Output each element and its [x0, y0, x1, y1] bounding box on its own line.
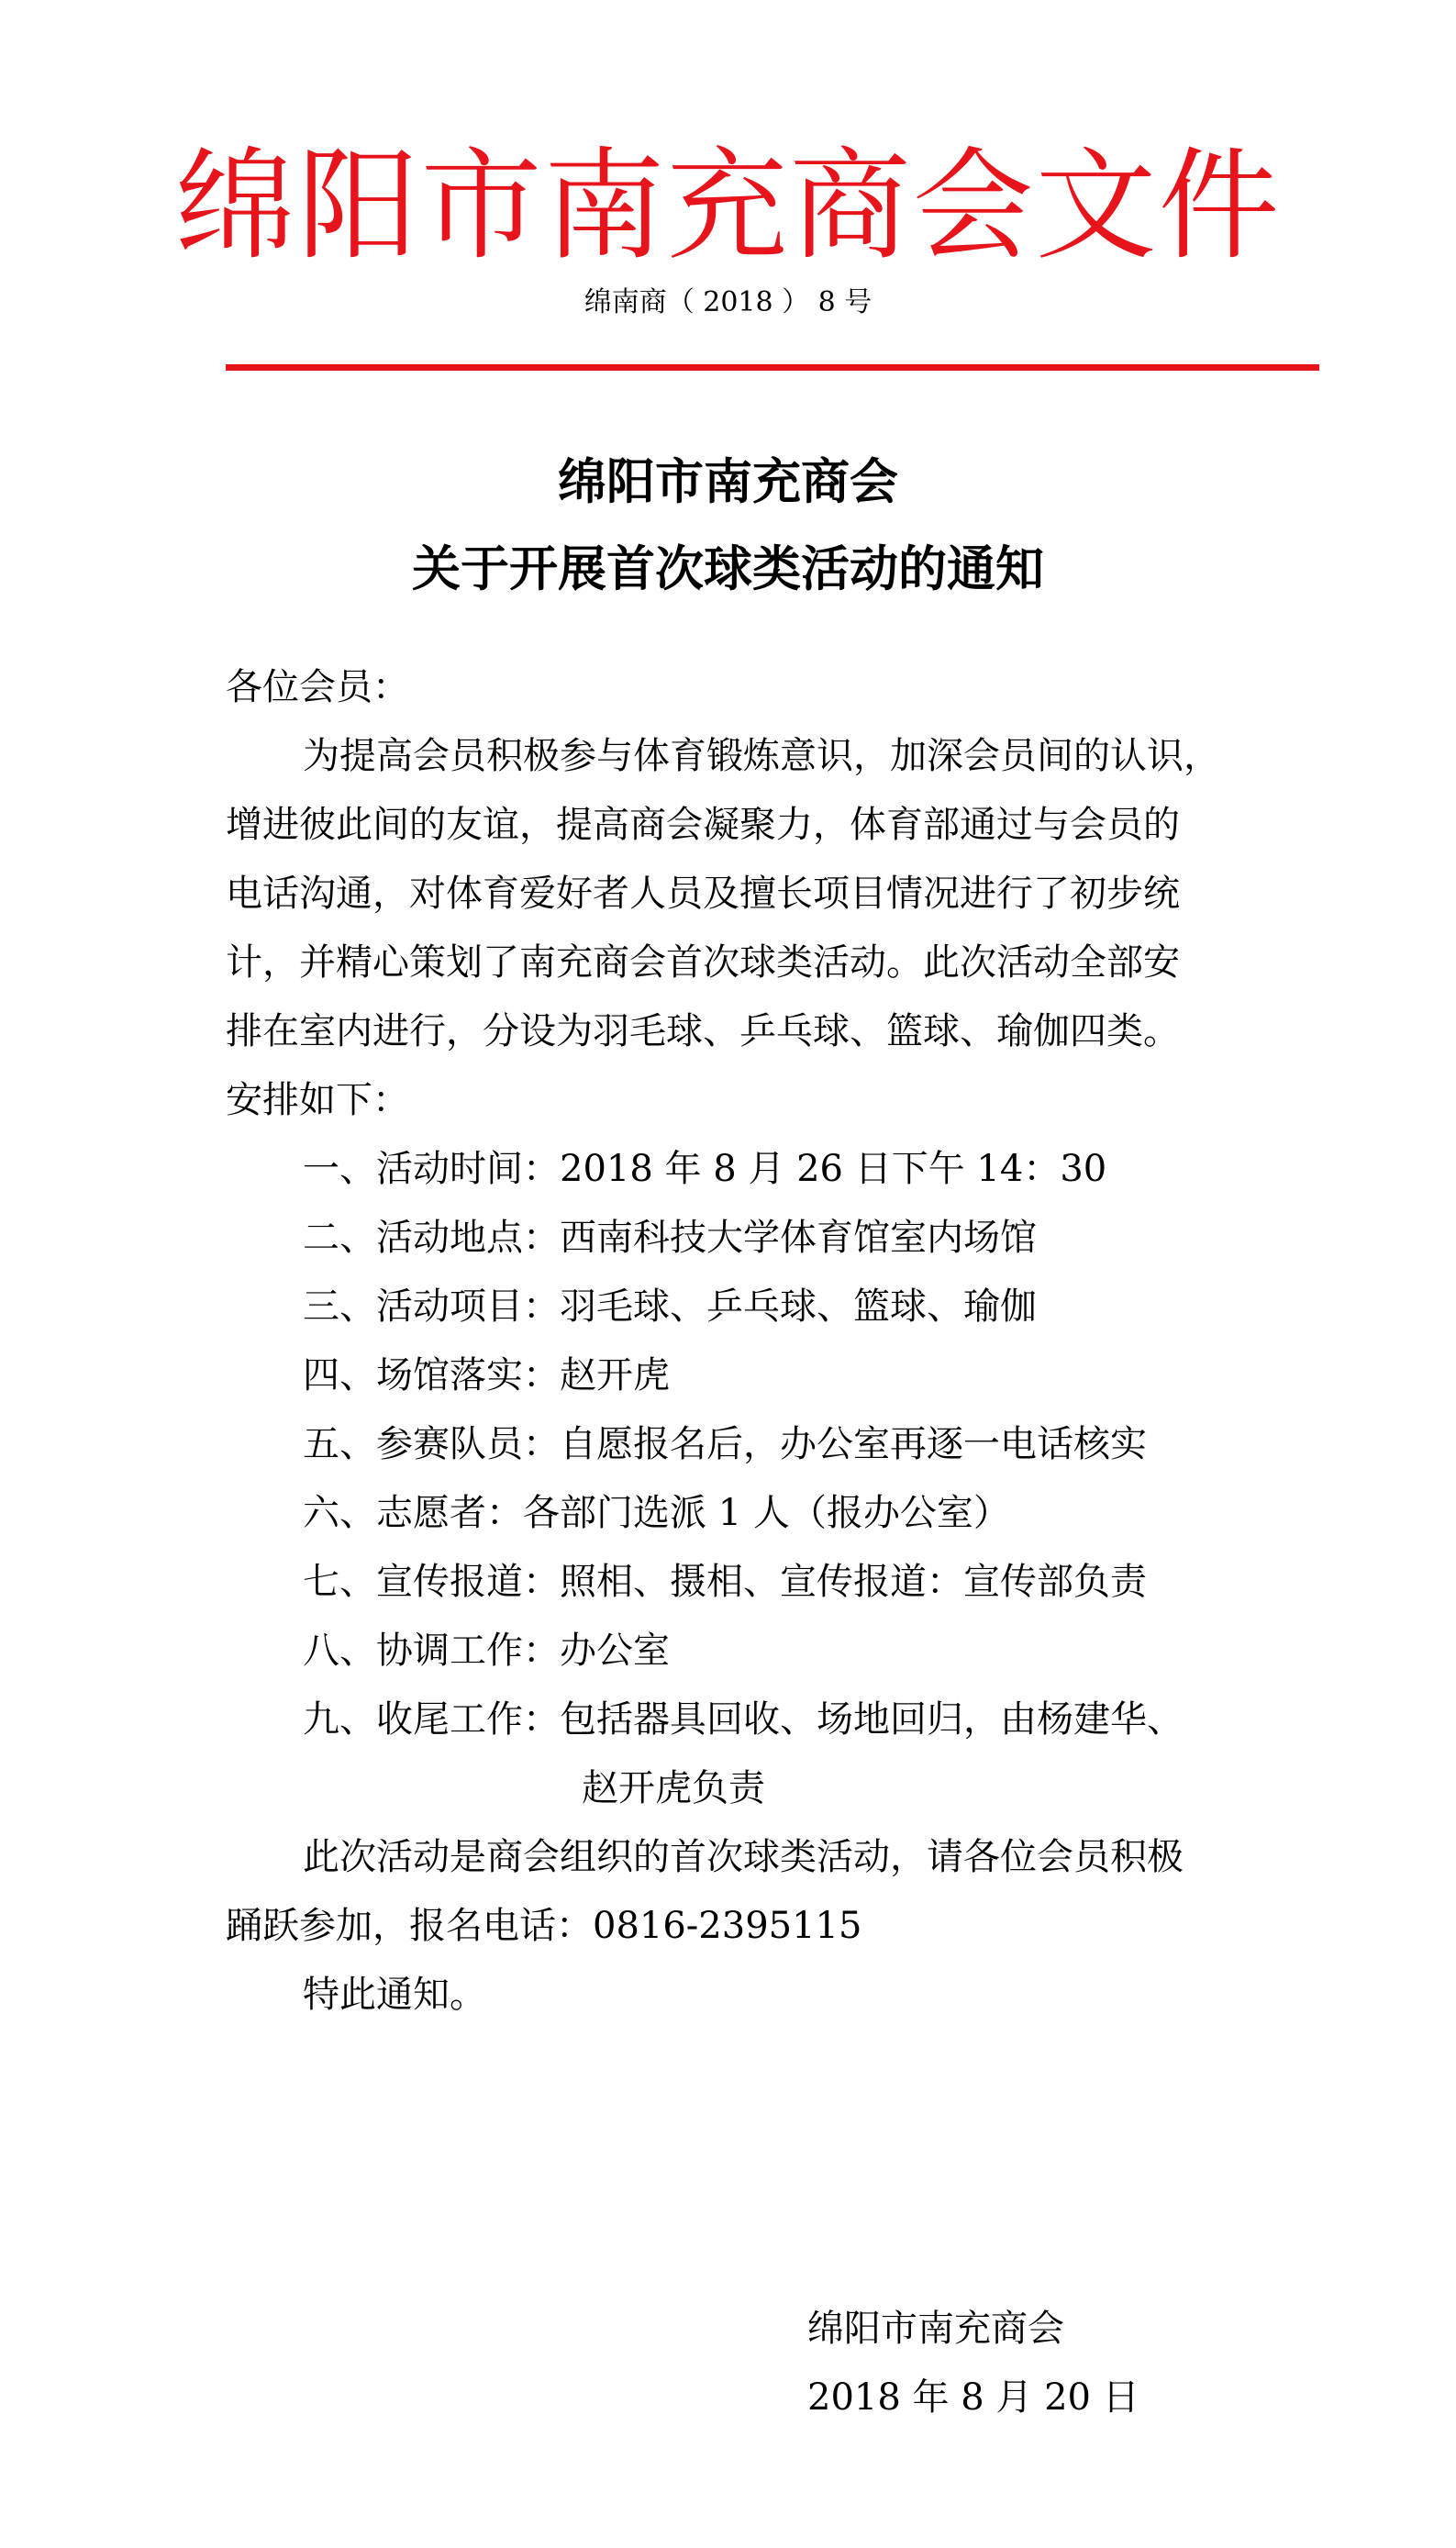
arrangement-item: 三、活动项目：羽毛球、乒乓球、篮球、瑜伽: [303, 1285, 1037, 1328]
closing-line: 此次活动是商会组织的首次球类活动，请各位会员积极: [303, 1836, 1184, 1878]
signature-date: 2018 年 8 月 20 日: [807, 2376, 1139, 2419]
arrangement-item: 六、志愿者：各部门选派 1 人（报办公室）: [303, 1492, 1010, 1534]
intro-line: 为提高会员积极参与体育锻炼意识，加深会员间的认识，: [303, 735, 1220, 777]
closing-line: 特此通知。: [303, 1974, 486, 2016]
signature-organization: 绵阳市南充商会: [807, 2308, 1064, 2350]
arrangement-item: 七、宣传报道：照相、摄相、宣传报道：宣传部负责: [303, 1561, 1147, 1603]
notice-title-line-1: 绵阳市南充商会: [558, 453, 898, 510]
intro-line: 增进彼此间的友谊，提高商会凝聚力，体育部通过与会员的: [226, 804, 1180, 846]
arrangement-item: 一、活动时间：2018 年 8 月 26 日下午 14：30: [303, 1148, 1107, 1190]
document-number: 绵南商（ 2018 ） 8 号: [584, 286, 872, 318]
arrangement-item: 四、场馆落实：赵开虎: [303, 1354, 670, 1396]
header-red-rule: [226, 364, 1319, 371]
intro-line: 计，并精心策划了南充商会首次球类活动。此次活动全部安: [226, 941, 1180, 984]
arrangement-item-continuation: 赵开虎负责: [582, 1767, 765, 1809]
intro-line: 排在室内进行，分设为羽毛球、乒乓球、篮球、瑜伽四类。: [226, 1010, 1180, 1052]
notice-title-line-2: 关于开展首次球类活动的通知: [412, 540, 1044, 597]
arrangement-item: 二、活动地点：西南科技大学体育馆室内场馆: [303, 1217, 1037, 1259]
arrangement-item: 五、参赛队员：自愿报名后，办公室再逐一电话核实: [303, 1423, 1147, 1465]
document-header-title: 绵阳市南充商会文件: [174, 136, 1282, 277]
arrangement-item: 八、协调工作：办公室: [303, 1630, 670, 1672]
intro-line: 安排如下：: [226, 1079, 409, 1121]
closing-line: 踊跃参加，报名电话：0816-2395115: [226, 1905, 862, 1947]
intro-line: 电话沟通，对体育爱好者人员及擅长项目情况进行了初步统: [226, 873, 1180, 915]
salutation: 各位会员：: [226, 666, 409, 708]
arrangement-item: 九、收尾工作：包括器具回收、场地回归，由杨建华、: [303, 1698, 1184, 1741]
